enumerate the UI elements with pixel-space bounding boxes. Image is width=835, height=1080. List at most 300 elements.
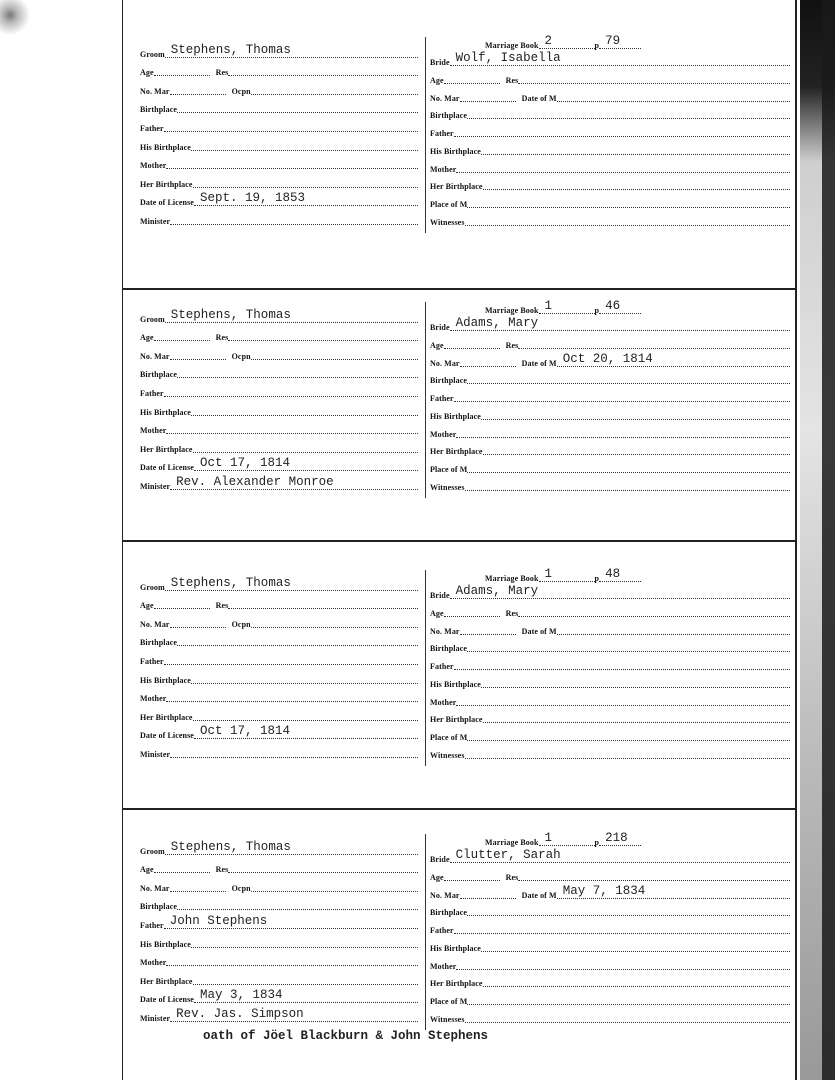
marriage-book-label: Marriage Book <box>485 40 539 50</box>
her-birthplace-field <box>193 970 418 985</box>
minister-label: Minister <box>140 1013 171 1023</box>
age-field <box>154 858 210 873</box>
bride-no-mar-field <box>460 352 516 367</box>
witnesses-label: Witnesses <box>430 750 465 760</box>
ocpn-field <box>251 345 418 360</box>
page-label: p <box>594 40 600 50</box>
bride-mother-row <box>430 157 790 175</box>
father-row <box>140 912 418 931</box>
bride-row <box>430 51 790 69</box>
date-of-license-row <box>140 190 418 209</box>
groom-field <box>165 576 418 591</box>
minister-value: Rev. Jas. Simpson <box>176 1006 304 1021</box>
witnesses-label: Witnesses <box>430 482 465 492</box>
his-birthplace-field <box>191 401 418 416</box>
groom-row <box>140 41 418 60</box>
no-mar-label: No. Mar <box>140 351 170 361</box>
bride-field <box>450 51 790 66</box>
column-divider <box>425 834 426 1030</box>
bride-birthplace-label: Birthplace <box>430 111 467 121</box>
date-of-m-value: Oct 20, 1814 <box>562 351 653 366</box>
bride-mother-row <box>430 690 790 708</box>
bride-his-birthplace-field <box>481 140 790 155</box>
bride-birthplace-row <box>430 637 790 655</box>
res-label: Res <box>215 601 229 611</box>
date-of-license-row <box>140 455 418 474</box>
bride-no-mar-label: No. Mar <box>430 93 460 103</box>
mother-label: Mother <box>140 694 167 704</box>
bride-his-birthplace-field <box>481 405 790 420</box>
bride-her-birthplace-field <box>483 972 790 987</box>
bride-res-label: Res <box>505 609 519 619</box>
bride-no-mar-label: No. Mar <box>430 358 460 368</box>
mother-field <box>166 419 418 434</box>
bride-his-birthplace-label: His Birthplace <box>430 679 481 689</box>
bride-no-mar-label: No. Mar <box>430 890 460 900</box>
bride-his-birthplace-label: His Birthplace <box>430 146 481 156</box>
page-label: p <box>594 837 600 847</box>
bride-his-birthplace-label: His Birthplace <box>430 411 481 421</box>
place-of-m-row <box>430 192 790 210</box>
bride-his-birthplace-row <box>430 139 790 157</box>
ocpn-label: Ocpn <box>231 883 251 893</box>
mother-label: Mother <box>140 958 167 968</box>
bride-mother-row <box>430 422 790 440</box>
place-of-m-row <box>430 457 790 475</box>
age-field <box>154 61 210 76</box>
marriage-book-value: 2 <box>544 33 553 48</box>
bride-his-birthplace-row <box>430 404 790 422</box>
bride-birthplace-label: Birthplace <box>430 908 467 918</box>
bride-her-birthplace-row <box>430 972 790 990</box>
place-of-m-label: Place of M <box>430 996 468 1006</box>
bride-birthplace-row <box>430 901 790 919</box>
marriage-book-field <box>539 567 595 582</box>
bride-father-row <box>430 121 790 139</box>
date-of-license-field <box>194 456 418 471</box>
minister-row <box>140 208 418 227</box>
marriage-book-row <box>430 33 790 51</box>
date-of-license-field <box>194 191 418 206</box>
age-field <box>154 594 210 609</box>
ocpn-field <box>251 80 418 95</box>
no-mar-label: No. Mar <box>140 86 170 96</box>
her-birthplace-field <box>193 438 418 453</box>
his-birthplace-row <box>140 667 418 686</box>
bride-res-field <box>518 866 790 881</box>
marriage-book-row <box>430 830 790 848</box>
her-birthplace-row <box>140 436 418 455</box>
father-field <box>164 382 418 397</box>
page-label: p <box>594 573 600 583</box>
father-field <box>164 914 418 929</box>
bride-her-birthplace-field <box>483 440 790 455</box>
mother-label: Mother <box>140 161 167 171</box>
groom-label: Groom <box>140 314 165 324</box>
bride-birthplace-row <box>430 104 790 122</box>
bride-age-label: Age <box>430 873 444 883</box>
date-of-m-field <box>557 884 790 899</box>
groom-label: Groom <box>140 49 165 59</box>
date-of-license-label: Date of License <box>140 463 194 473</box>
groom-row <box>140 838 418 857</box>
her-birthplace-row <box>140 171 418 190</box>
her-birthplace-field <box>193 173 418 188</box>
no-mar-label: No. Mar <box>140 883 170 893</box>
bride-father-field <box>454 919 790 934</box>
bride-mother-label: Mother <box>430 961 457 971</box>
date-of-m-label: Date of M <box>521 358 557 368</box>
groom-value: Stephens, Thomas <box>170 575 291 590</box>
res-field <box>228 61 418 76</box>
groom-column <box>140 574 418 760</box>
birthplace-label: Birthplace <box>140 638 177 648</box>
place-of-m-field <box>467 193 790 208</box>
bride-mother-label: Mother <box>430 164 457 174</box>
place-of-m-field <box>467 458 790 473</box>
date-of-license-label: Date of License <box>140 198 194 208</box>
age-label: Age <box>140 333 154 343</box>
res-field <box>228 326 418 341</box>
bride-birthplace-field <box>467 369 790 384</box>
marriage-record-card <box>123 0 795 290</box>
ocpn-label: Ocpn <box>231 86 251 96</box>
father-label: Father <box>140 123 164 133</box>
bride-age-field <box>444 334 500 349</box>
place-of-m-label: Place of M <box>430 199 468 209</box>
bride-father-field <box>454 387 790 402</box>
bride-res-label: Res <box>505 873 519 883</box>
father-value: John Stephens <box>169 913 268 928</box>
groom-label: Groom <box>140 582 165 592</box>
bride-father-label: Father <box>430 129 454 139</box>
his-birthplace-label: His Birthplace <box>140 407 191 417</box>
no-mar-field <box>170 613 226 628</box>
minister-label: Minister <box>140 216 171 226</box>
minister-field <box>170 743 418 758</box>
bride-father-field <box>454 122 790 137</box>
age-label: Age <box>140 601 154 611</box>
bride-column <box>430 298 790 493</box>
bride-value: Clutter, Sarah <box>455 848 561 863</box>
page-value: 79 <box>605 33 621 48</box>
father-field <box>164 117 418 132</box>
groom-field <box>165 308 418 323</box>
mother-row <box>140 686 418 705</box>
res-field <box>228 594 418 609</box>
ocpn-label: Ocpn <box>231 619 251 629</box>
her-birthplace-row <box>140 968 418 987</box>
scan-edge-right-dark <box>822 0 835 1080</box>
groom-field <box>165 840 418 855</box>
bride-his-birthplace-field <box>481 673 790 688</box>
bride-value: Adams, Mary <box>455 316 539 331</box>
mother-row <box>140 153 418 172</box>
ocpn-label: Ocpn <box>231 351 251 361</box>
marriage-book-field <box>539 299 595 314</box>
column-divider <box>425 570 426 766</box>
bride-row <box>430 316 790 334</box>
bride-mother-label: Mother <box>430 429 457 439</box>
groom-column <box>140 838 418 1024</box>
bride-no-mar-field <box>460 87 516 102</box>
bride-res-field <box>518 602 790 617</box>
bride-her-birthplace-row <box>430 708 790 726</box>
groom-row <box>140 306 418 325</box>
bride-age-field <box>444 866 500 881</box>
place-of-m-label: Place of M <box>430 464 468 474</box>
minister-field <box>170 210 418 225</box>
bride-her-birthplace-label: Her Birthplace <box>430 182 483 192</box>
father-row <box>140 115 418 134</box>
witnesses-field <box>465 476 790 491</box>
bride-row <box>430 848 790 866</box>
witnesses-row <box>430 1007 790 1025</box>
marriage-book-label: Marriage Book <box>485 573 539 583</box>
bride-value: Wolf, Isabella <box>455 51 561 66</box>
no-mar-ocpn-row <box>140 875 418 894</box>
page-field <box>599 299 641 314</box>
mother-field <box>166 687 418 702</box>
his-birthplace-field <box>191 136 418 151</box>
no-mar-ocpn-row <box>140 611 418 630</box>
bride-father-label: Father <box>430 926 454 936</box>
mother-row <box>140 950 418 969</box>
bride-birthplace-label: Birthplace <box>430 644 467 654</box>
groom-field <box>165 43 418 58</box>
age-res-row <box>140 593 418 612</box>
bride-his-birthplace-label: His Birthplace <box>430 943 481 953</box>
marriage-book-value: 1 <box>544 566 553 581</box>
birthplace-field <box>177 98 418 113</box>
her-birthplace-label: Her Birthplace <box>140 444 193 454</box>
his-birthplace-field <box>191 933 418 948</box>
age-res-row <box>140 857 418 876</box>
father-label: Father <box>140 920 164 930</box>
bride-mother-field <box>456 691 790 706</box>
no-mar-label: No. Mar <box>140 619 170 629</box>
bride-birthplace-field <box>467 637 790 652</box>
marriage-record-card <box>123 810 795 1080</box>
bride-mother-field <box>456 423 790 438</box>
age-field <box>154 326 210 341</box>
birthplace-row <box>140 97 418 116</box>
place-of-m-row <box>430 725 790 743</box>
date-of-m-value: May 7, 1834 <box>562 883 646 898</box>
bride-field <box>450 316 790 331</box>
age-label: Age <box>140 68 154 78</box>
column-divider <box>425 302 426 498</box>
bride-no-mar-date-row <box>430 86 790 104</box>
groom-value: Stephens, Thomas <box>170 839 291 854</box>
his-birthplace-label: His Birthplace <box>140 939 191 949</box>
groom-label: Groom <box>140 846 165 856</box>
place-of-m-field <box>467 990 790 1005</box>
witnesses-field <box>465 744 790 759</box>
marriage-book-row <box>430 298 790 316</box>
her-birthplace-field <box>193 706 418 721</box>
marriage-record-card <box>123 542 795 810</box>
no-mar-ocpn-row <box>140 343 418 362</box>
bride-mother-label: Mother <box>430 697 457 707</box>
father-label: Father <box>140 656 164 666</box>
witnesses-row <box>430 210 790 228</box>
bride-father-row <box>430 918 790 936</box>
father-row <box>140 648 418 667</box>
date-of-license-label: Date of License <box>140 731 194 741</box>
mother-row <box>140 418 418 437</box>
witnesses-field <box>465 211 790 226</box>
bride-no-mar-field <box>460 884 516 899</box>
groom-value: Stephens, Thomas <box>170 307 291 322</box>
ocpn-field <box>251 613 418 628</box>
bride-res-field <box>518 334 790 349</box>
birthplace-row <box>140 894 418 913</box>
page-value: 48 <box>605 566 621 581</box>
date-of-m-field <box>557 620 790 635</box>
marriage-book-value: 1 <box>544 830 553 845</box>
no-mar-field <box>170 877 226 892</box>
date-of-m-label: Date of M <box>521 626 557 636</box>
bride-her-birthplace-field <box>483 175 790 190</box>
bride-birthplace-row <box>430 369 790 387</box>
no-mar-field <box>170 80 226 95</box>
marriage-book-value: 1 <box>544 298 553 313</box>
bride-value: Adams, Mary <box>455 584 539 599</box>
bride-age-res-row <box>430 333 790 351</box>
page-border-right <box>795 0 797 1080</box>
ocpn-field <box>251 877 418 892</box>
res-label: Res <box>215 68 229 78</box>
bride-her-birthplace-row <box>430 175 790 193</box>
page-value: 46 <box>605 298 621 313</box>
bride-father-row <box>430 654 790 672</box>
page-field <box>599 831 641 846</box>
his-birthplace-field <box>191 669 418 684</box>
father-label: Father <box>140 388 164 398</box>
column-divider <box>425 37 426 233</box>
witnesses-row <box>430 743 790 761</box>
witnesses-row <box>430 475 790 493</box>
bride-father-field <box>454 655 790 670</box>
place-of-m-field <box>467 726 790 741</box>
page-label: p <box>594 305 600 315</box>
marriage-book-label: Marriage Book <box>485 305 539 315</box>
date-of-license-field <box>194 988 418 1003</box>
bride-his-birthplace-row <box>430 936 790 954</box>
bride-no-mar-date-row <box>430 883 790 901</box>
witnesses-field <box>465 1008 790 1023</box>
minister-row <box>140 473 418 492</box>
witnesses-label: Witnesses <box>430 217 465 227</box>
her-birthplace-label: Her Birthplace <box>140 976 193 986</box>
no-mar-ocpn-row <box>140 78 418 97</box>
father-row <box>140 380 418 399</box>
mother-field <box>166 951 418 966</box>
page-value: 218 <box>605 830 628 845</box>
groom-column <box>140 41 418 227</box>
groom-value: Stephens, Thomas <box>170 42 291 57</box>
birthplace-row <box>140 362 418 381</box>
minister-field <box>170 1007 418 1022</box>
bride-age-field <box>444 602 500 617</box>
no-mar-field <box>170 345 226 360</box>
bride-column <box>430 830 790 1025</box>
date-of-license-label: Date of License <box>140 995 194 1005</box>
her-birthplace-row <box>140 704 418 723</box>
bride-label: Bride <box>430 58 450 68</box>
bride-father-label: Father <box>430 662 454 672</box>
date-of-m-field <box>557 87 790 102</box>
bride-field <box>450 584 790 599</box>
birthplace-row <box>140 630 418 649</box>
bride-her-birthplace-label: Her Birthplace <box>430 447 483 457</box>
bride-res-label: Res <box>505 341 519 351</box>
bride-field <box>450 848 790 863</box>
place-of-m-row <box>430 989 790 1007</box>
date-of-license-row <box>140 987 418 1006</box>
minister-row <box>140 1005 418 1024</box>
her-birthplace-label: Her Birthplace <box>140 712 193 722</box>
bride-age-label: Age <box>430 609 444 619</box>
date-of-license-row <box>140 723 418 742</box>
bride-no-mar-label: No. Mar <box>430 626 460 636</box>
marriage-book-label: Marriage Book <box>485 837 539 847</box>
bride-label: Bride <box>430 855 450 865</box>
bride-age-label: Age <box>430 76 444 86</box>
bride-his-birthplace-field <box>481 937 790 952</box>
date-of-m-field <box>557 352 790 367</box>
res-label: Res <box>215 865 229 875</box>
marriage-book-field <box>539 831 595 846</box>
bride-label: Bride <box>430 591 450 601</box>
birthplace-field <box>177 363 418 378</box>
date-of-license-value: May 3, 1834 <box>199 988 283 1003</box>
bride-her-birthplace-label: Her Birthplace <box>430 715 483 725</box>
his-birthplace-row <box>140 931 418 950</box>
bride-mother-row <box>430 954 790 972</box>
groom-column <box>140 306 418 492</box>
bride-her-birthplace-row <box>430 440 790 458</box>
bride-row <box>430 584 790 602</box>
bride-age-res-row <box>430 68 790 86</box>
marriage-record-card <box>123 290 795 542</box>
age-res-row <box>140 325 418 344</box>
bride-birthplace-field <box>467 104 790 119</box>
bride-her-birthplace-label: Her Birthplace <box>430 979 483 989</box>
date-of-license-value: Sept. 19, 1853 <box>199 191 305 206</box>
page-field <box>599 34 641 49</box>
page-field <box>599 567 641 582</box>
his-birthplace-row <box>140 134 418 153</box>
witness-note: oath of Jöel Blackburn & John Stephens <box>203 1029 489 1043</box>
bride-res-label: Res <box>505 76 519 86</box>
date-of-m-label: Date of M <box>521 890 557 900</box>
minister-field <box>170 475 418 490</box>
minister-label: Minister <box>140 749 171 759</box>
bride-father-label: Father <box>430 394 454 404</box>
mother-field <box>166 154 418 169</box>
bride-age-res-row <box>430 601 790 619</box>
res-field <box>228 858 418 873</box>
bride-age-field <box>444 69 500 84</box>
bride-his-birthplace-row <box>430 672 790 690</box>
witnesses-label: Witnesses <box>430 1014 465 1024</box>
bride-mother-field <box>456 158 790 173</box>
age-res-row <box>140 60 418 79</box>
scan-noise-left <box>0 0 30 40</box>
birthplace-label: Birthplace <box>140 902 177 912</box>
